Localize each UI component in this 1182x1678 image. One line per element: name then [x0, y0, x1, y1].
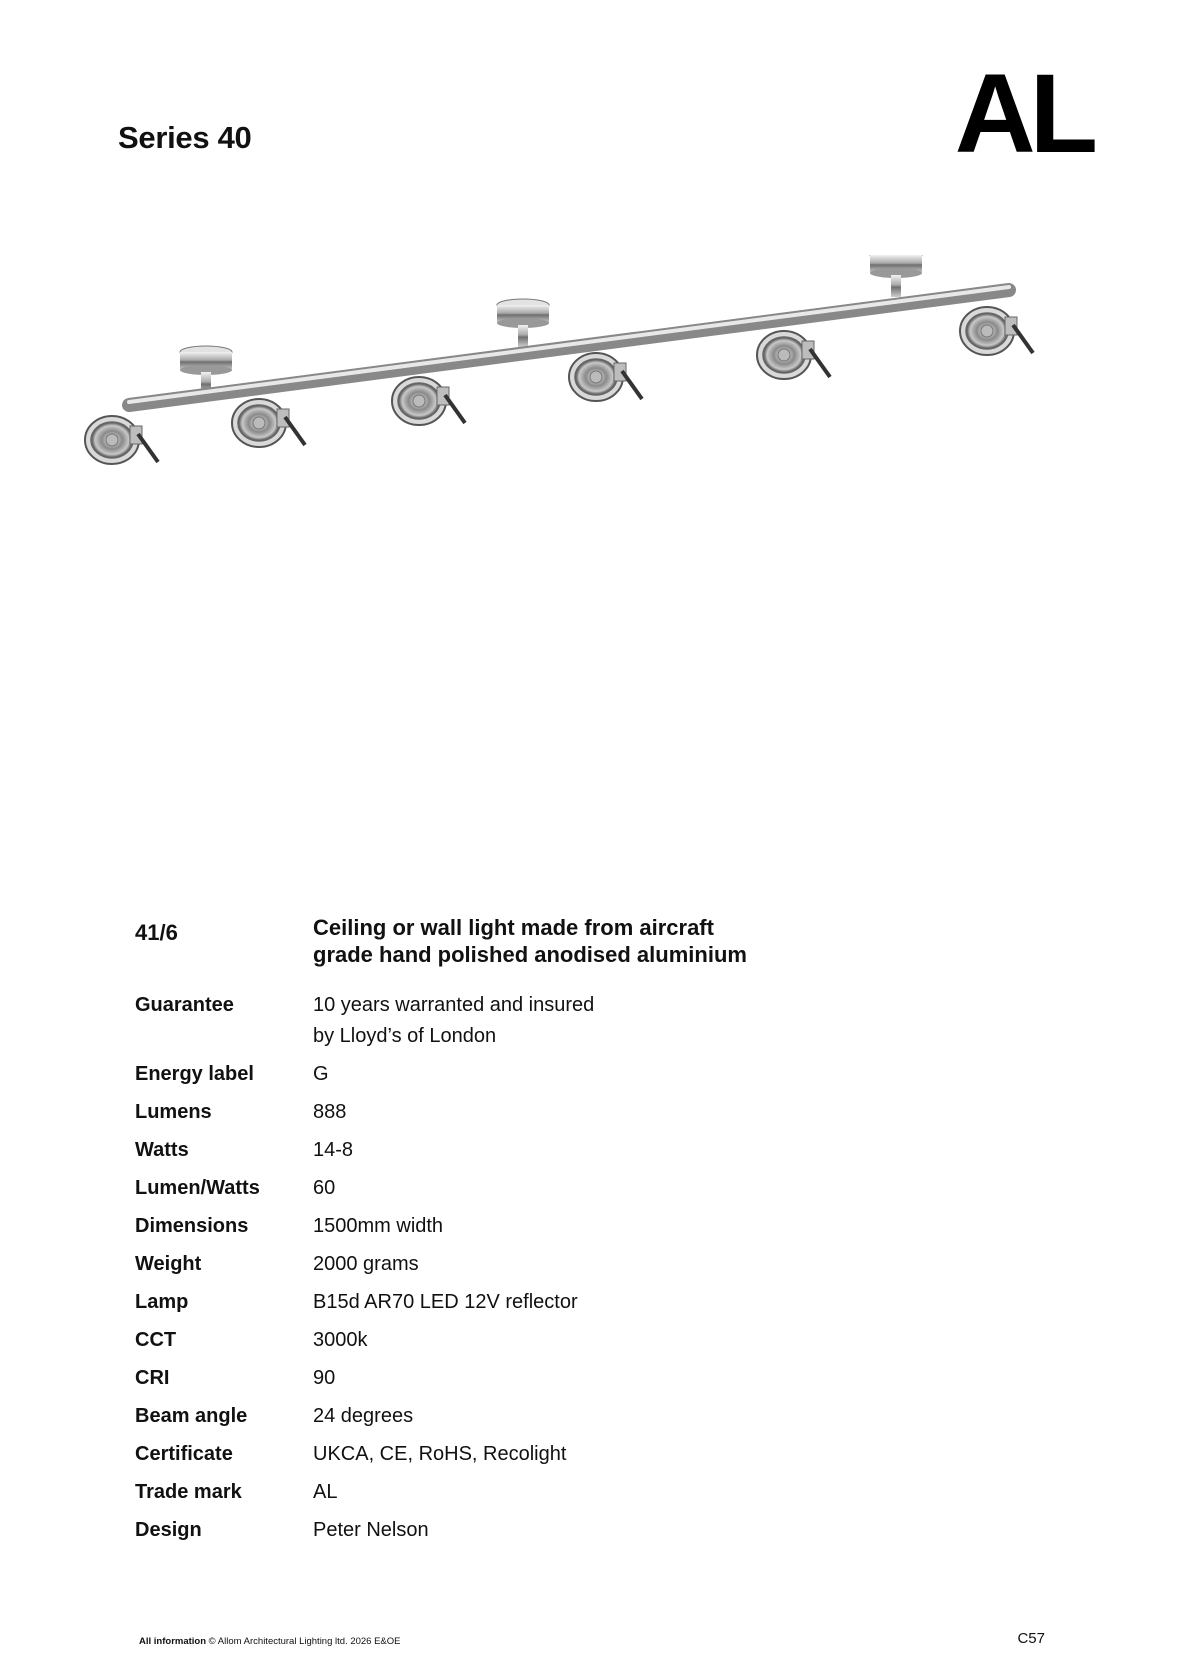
spec-label: Dimensions: [135, 1215, 249, 1237]
product-image: [84, 255, 1104, 515]
brand-logo: AL: [954, 51, 1092, 176]
spec-value: UKCA, CE, RoHS, Recolight: [313, 1443, 567, 1465]
spec-row-beam-angle: [135, 1401, 835, 1432]
spec-row-guarantee: [135, 990, 835, 1052]
spec-value: 14-8: [313, 1139, 354, 1161]
spec-row-cri: [135, 1363, 835, 1394]
spec-label: Watts: [135, 1139, 189, 1161]
spec-value: 60: [313, 1177, 336, 1199]
spec-row-lumens: [135, 1097, 835, 1128]
spec-value: G: [313, 1063, 329, 1085]
spec-row-trade-mark: [135, 1477, 835, 1508]
spec-label: Certificate: [135, 1443, 233, 1465]
spec-value: AL: [313, 1481, 338, 1503]
product-description-line: Ceiling or wall light made from aircraft: [313, 915, 714, 940]
footer-note: [139, 1636, 401, 1647]
spec-row-design: [135, 1515, 835, 1546]
spec-row-weight: [135, 1249, 835, 1280]
spec-row-energy-label: [135, 1059, 835, 1090]
spec-value: Peter Nelson: [313, 1519, 429, 1541]
spec-label: Lumens: [135, 1101, 212, 1123]
spec-label: Energy label: [135, 1063, 254, 1085]
spec-value: 90: [313, 1367, 336, 1389]
spec-label: Lamp: [135, 1291, 189, 1313]
spec-label: Guarantee: [135, 994, 234, 1016]
spec-row-certificate: [135, 1439, 835, 1470]
spec-value: 2000 grams: [313, 1253, 419, 1275]
spec-label: Beam angle: [135, 1405, 248, 1427]
spec-value: 24 degrees: [313, 1405, 414, 1427]
spec-label: Weight: [135, 1253, 202, 1275]
spec-label: Design: [135, 1519, 202, 1541]
spec-table: [135, 990, 835, 1553]
spec-value: 3000k: [313, 1329, 368, 1351]
spec-row-watts: [135, 1135, 835, 1166]
product-description: [313, 914, 773, 968]
footer-note-text: © Allom Architectural Lighting ltd. 2026 E&OE: [206, 1636, 401, 1647]
footer-note-bold: All information: [139, 1636, 207, 1647]
spec-value: 1500mm width: [313, 1215, 444, 1237]
spec-value-line: by Lloyd’s of London: [313, 1025, 497, 1047]
spec-value: [313, 990, 835, 1052]
product-code: 41/6: [135, 920, 178, 945]
spec-label: Lumen/Watts: [135, 1177, 260, 1199]
spec-value: B15d AR70 LED 12V reflector: [313, 1291, 578, 1313]
spec-label: Trade mark: [135, 1481, 242, 1503]
spec-value: 888: [313, 1101, 347, 1123]
spec-row-lamp: [135, 1287, 835, 1318]
page-number: C57: [1017, 1630, 1045, 1647]
product-description-line: grade hand polished anodised aluminium: [313, 942, 747, 967]
spec-value-line: 10 years warranted and insured: [313, 994, 595, 1016]
spec-label: CRI: [135, 1367, 170, 1389]
series-title: Series 40: [118, 120, 252, 155]
spec-row-dimensions: [135, 1211, 835, 1242]
spec-label: CCT: [135, 1329, 177, 1351]
spec-row-cct: [135, 1325, 835, 1356]
spec-row-lumen-watts: [135, 1173, 835, 1204]
